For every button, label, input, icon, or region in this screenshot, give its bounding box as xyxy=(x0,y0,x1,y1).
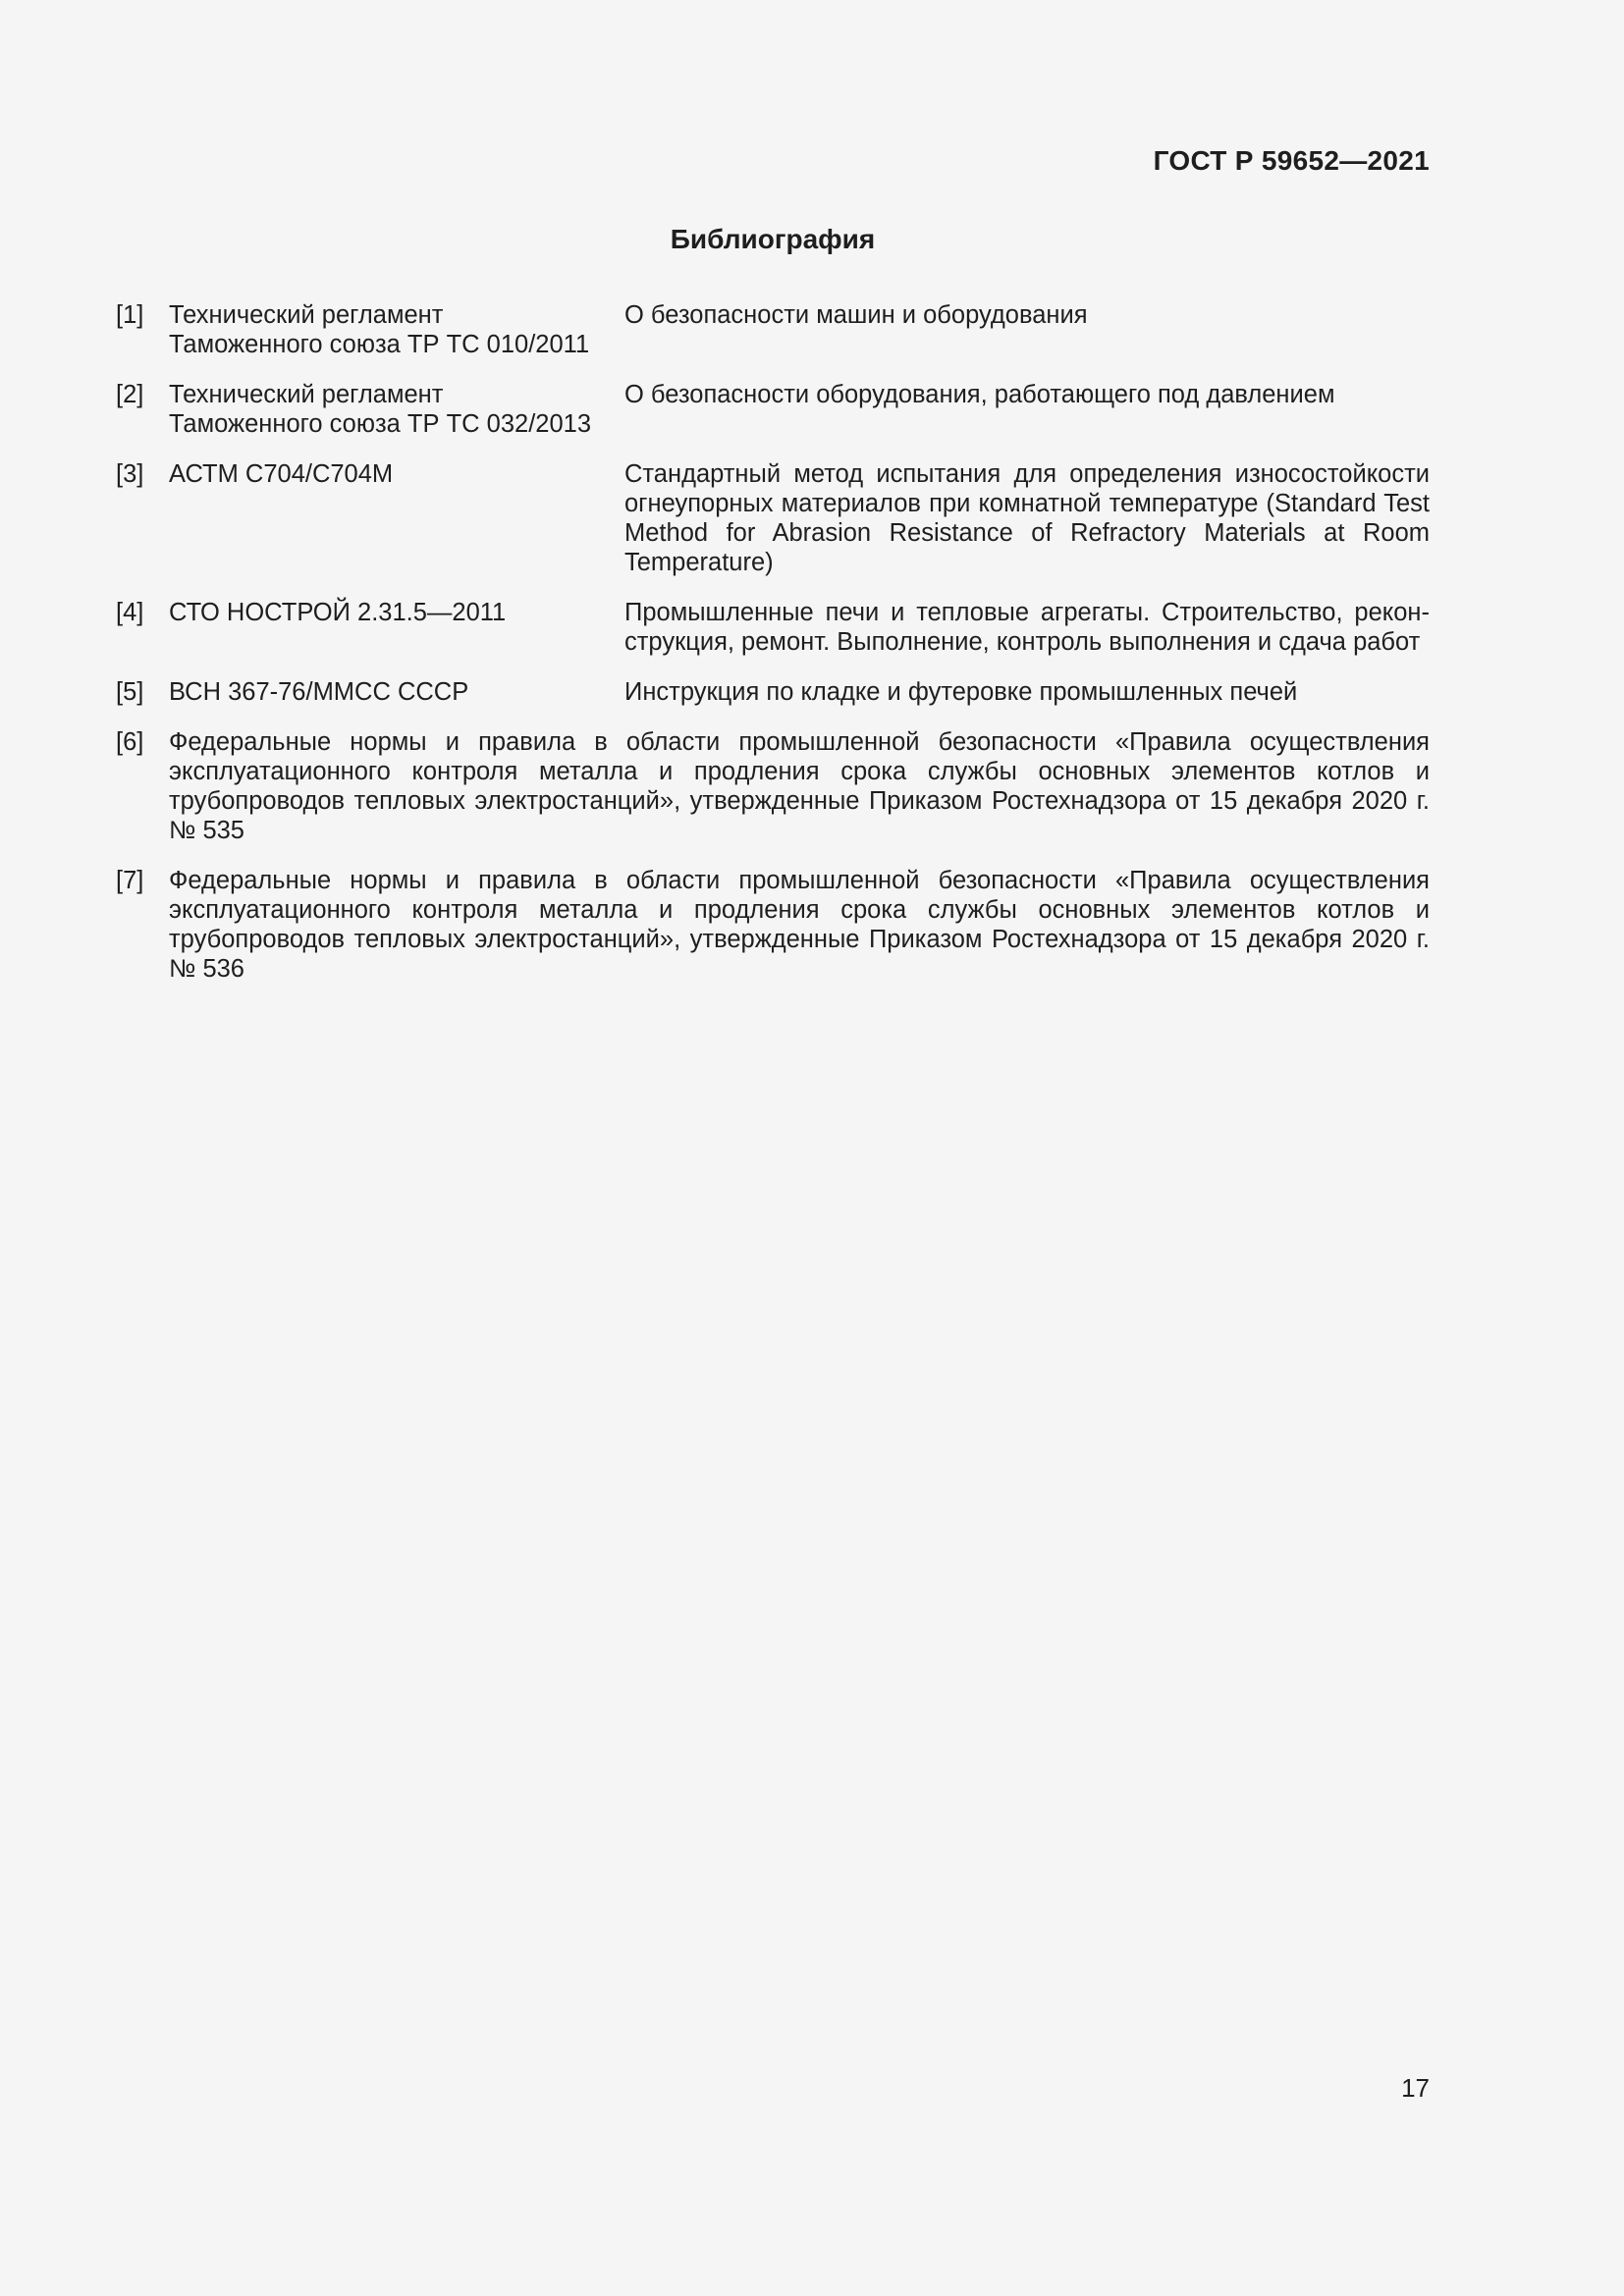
document-code: ГОСТ Р 59652—2021 xyxy=(1153,145,1430,176)
page-number: 17 xyxy=(1401,2073,1430,2103)
entry-title: Инструкция по кладке и футеровке промышленных печей xyxy=(624,678,1298,706)
bibliography-entry-2 xyxy=(116,380,1430,439)
bibliography-entry-4 xyxy=(116,598,1430,657)
entry-number: [3] xyxy=(116,460,144,488)
bibliography-entry-1 xyxy=(116,300,1430,359)
bibliography-entry-5 xyxy=(116,677,1430,707)
section-title: Библиография xyxy=(670,224,876,254)
bibliography-list xyxy=(116,300,1430,1004)
entry-title: О безопасности машин и оборудования xyxy=(624,301,1088,329)
entry-text: Федеральные нормы и правила в области промышленной безопасности «Правила осуществления эксплуатационного контроля металла и продления срока службы основных элементов котлов и трубопроводов тепловых электростанций», утвержденные Приказом Ростехнадзора от 15 декабря 2020 г. № 535 xyxy=(169,728,1430,844)
entry-number: [7] xyxy=(116,867,144,894)
entry-text: Федеральные нормы и правила в области промышленной безопасности «Правила осуществления эксплуатационного контроля металла и продления срока службы основных элементов котлов и трубопроводов тепловых электростанций», утвержденные Приказом Ростехнадзора от 15 декабря 2020 г. № 536 xyxy=(169,867,1430,983)
entry-number: [5] xyxy=(116,678,144,706)
entry-reference: АСТМ С704/С704М xyxy=(169,460,394,488)
entry-title: О безопасности оборудования, работающего под давлением xyxy=(624,381,1335,408)
entry-number: [1] xyxy=(116,301,144,329)
entry-number: [4] xyxy=(116,599,144,626)
entry-title: Промышленные печи и тепловые агрегаты. Строительство, реконструкция, ремонт. Выполнение, контроль выполнения и сдача работ xyxy=(624,599,1430,656)
entry-number: [6] xyxy=(116,728,144,756)
entry-reference: Технический регламент Таможенного союза ТР ТС 032/2013 xyxy=(169,381,592,438)
entry-reference: СТО НОСТРОЙ 2.31.5—2011 xyxy=(169,599,507,626)
entry-reference: ВСН 367-76/ММСС СССР xyxy=(169,678,469,706)
entry-number: [2] xyxy=(116,381,144,408)
entry-reference: Технический регламент Таможенного союза ТР ТС 010/2011 xyxy=(169,301,590,358)
bibliography-entry-3 xyxy=(116,459,1430,577)
entry-title: Стандартный метод испытания для определения износостойкости огнеупорных материалов при комнатной температуре (Standard Test Method for Abrasion Resistance of Refractory Materials at Room Temperature) xyxy=(624,460,1430,576)
bibliography-entry-7 xyxy=(116,866,1430,984)
bibliography-entry-6 xyxy=(116,727,1430,845)
